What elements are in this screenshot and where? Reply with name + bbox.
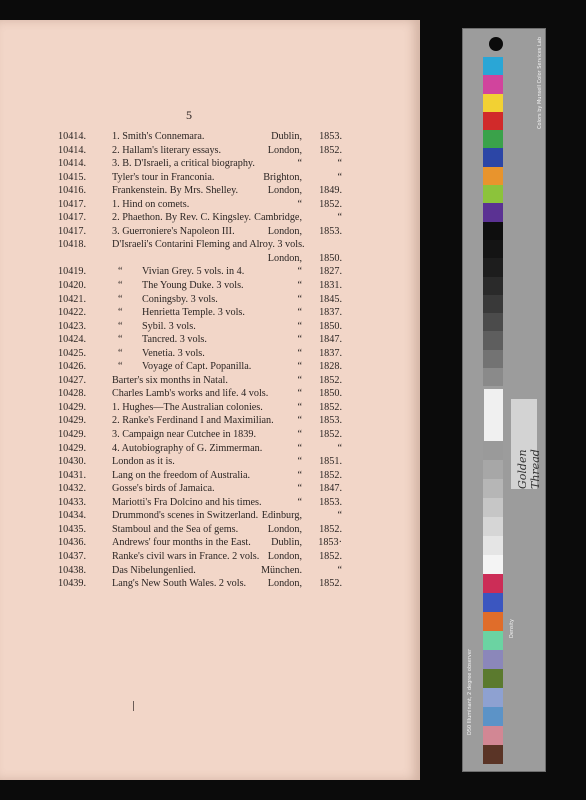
entry-title: Frankenstein. By Mrs. Shelley. (112, 185, 239, 197)
color-swatch (483, 669, 503, 688)
entry-number: 10432. (58, 483, 87, 495)
entry-year: “ (337, 442, 342, 454)
entry-number: 10415. (58, 171, 87, 183)
catalog-entry (58, 523, 342, 537)
entry-number: 10426. (58, 361, 87, 373)
book-page (0, 20, 420, 780)
catalog-entry (58, 306, 342, 320)
entry-year: 1850. (319, 320, 342, 332)
catalog-entry (58, 225, 342, 239)
color-swatch (483, 295, 503, 313)
entry-year: 1837. (319, 307, 342, 319)
pencil-mark (133, 701, 134, 711)
entry-year: 1852. (319, 523, 342, 535)
entry-ditto: “ (118, 334, 123, 346)
entry-title: Drummond's scenes in Switzerland. (112, 510, 259, 522)
entry-place: “ (297, 401, 302, 413)
entry-place: Brighton, (263, 171, 302, 183)
entry-place: München. (260, 564, 302, 576)
color-swatch (483, 185, 503, 203)
brand-label (511, 399, 542, 489)
color-swatch (483, 460, 503, 479)
color-swatch (483, 148, 503, 166)
entry-place: London, (267, 523, 302, 535)
entry-place: “ (297, 456, 302, 468)
entry-place: London, (267, 225, 302, 237)
entry-number: 10431. (58, 469, 87, 481)
entry-title: Gosse's birds of Jamaica. (112, 483, 215, 495)
color-swatch (483, 479, 503, 498)
entry-year: 1852. (319, 429, 342, 441)
entry-place: “ (297, 158, 302, 170)
entry-title: 1. Hind on comets. (112, 198, 190, 210)
color-swatch (483, 688, 503, 707)
entry-year: “ (337, 158, 342, 170)
color-swatches-top (483, 57, 503, 386)
color-swatch (483, 240, 503, 258)
entry-ditto: “ (118, 293, 123, 305)
entry-year: 1852. (319, 578, 342, 590)
entry-ditto: “ (118, 280, 123, 292)
entry-title: Lang on the freedom of Australia. (112, 469, 251, 481)
entry-year: 1849. (319, 185, 342, 197)
catalog-entry (58, 211, 342, 225)
color-swatch (483, 745, 503, 764)
color-swatch (483, 517, 503, 536)
page-number: 5 (186, 108, 192, 122)
entry-title: Venetia. 3 vols. (142, 347, 205, 359)
entry-number: 10425. (58, 347, 87, 359)
entry-place: “ (297, 496, 302, 508)
entry-number: 10427. (58, 374, 87, 386)
entry-title: Das Nibelungenlied. (112, 564, 196, 576)
entry-number: 10414. (58, 131, 87, 142)
entry-number: 10424. (58, 334, 87, 346)
entry-year: 1852. (319, 469, 342, 481)
catalog-entry (58, 414, 342, 428)
catalog-entry (58, 265, 342, 279)
entry-place: “ (297, 293, 302, 305)
color-swatch (483, 112, 503, 130)
color-swatch (483, 203, 503, 221)
color-swatch (483, 94, 503, 112)
color-swatch (483, 277, 503, 295)
color-calibration-card (462, 28, 546, 772)
entry-ditto: “ (118, 266, 123, 278)
entry-place: Cambridge, (254, 212, 302, 224)
entry-year: 1852. (319, 198, 342, 210)
entry-year: 1847. (319, 334, 342, 346)
entry-number: 10436. (58, 537, 87, 549)
entry-number: 10429. (58, 442, 87, 454)
entry-number: 10416. (58, 185, 87, 197)
footer-text: D50 Illuminant, 2 degree observer (467, 649, 473, 735)
entry-place: “ (297, 334, 302, 346)
entry-number: 10438. (58, 564, 87, 576)
catalog-entries (58, 130, 342, 591)
entry-place: London, (267, 252, 302, 264)
entry-place: “ (297, 483, 302, 495)
entry-title: Stamboul and the Sea of gems. (112, 523, 239, 535)
entry-title: 3. B. D'Israeli, a critical biography. (112, 158, 255, 170)
entry-year: 1845. (319, 293, 342, 305)
color-swatch (483, 498, 503, 517)
color-swatch (483, 707, 503, 726)
color-swatch (483, 258, 503, 276)
color-swatch (483, 555, 503, 574)
entry-title: 1. Hughes—The Australian colonies. (112, 401, 263, 413)
entry-year: “ (337, 171, 342, 183)
entry-place: “ (297, 280, 302, 292)
color-swatch (483, 313, 503, 331)
entry-title: D'Israeli's Contarini Fleming and Alroy. 3 vols. (112, 239, 305, 251)
catalog-entry (58, 455, 342, 469)
catalog-entry (58, 198, 342, 212)
catalog-entry (58, 238, 342, 252)
entry-title: London as it is. (112, 456, 175, 468)
catalog-entry (58, 401, 342, 415)
catalog-entry (58, 279, 342, 293)
entry-title: Ranke's civil wars in France. 2 vols. (112, 550, 260, 562)
color-swatch (483, 574, 503, 593)
entry-year: 1828. (319, 361, 342, 373)
entry-title: 2. Ranke's Ferdinand I and Maximilian. (112, 415, 274, 427)
catalog-entry (58, 130, 342, 144)
entry-number: 10417. (58, 198, 87, 210)
entry-year: “ (337, 510, 342, 522)
entry-number: 10417. (58, 225, 87, 237)
entry-title: Andrews' four months in the East. (112, 537, 251, 549)
entry-title: Charles Lamb's works and life. 4 vols. (112, 388, 269, 400)
entry-title: 3. Guerroniere's Napoleon III. (112, 225, 235, 237)
entry-place: “ (297, 429, 302, 441)
entry-year: 1853· (318, 537, 342, 549)
brand-text: Golden Thread (516, 449, 542, 489)
entry-year: 1847. (319, 483, 342, 495)
entry-title: 2. Phaethon. By Rev. C. Kingsley. (112, 212, 252, 224)
entry-year: 1852. (319, 550, 342, 562)
entry-ditto: “ (118, 361, 123, 373)
entry-title: Barter's six months in Natal. (112, 374, 228, 386)
entry-ditto: “ (118, 347, 123, 359)
catalog-entry (58, 564, 342, 578)
entry-place: “ (297, 469, 302, 481)
entry-place: London, (267, 550, 302, 562)
entry-title: 4. Autobiography of G. Zimmerman. (112, 442, 263, 454)
entry-place: Dublin, (271, 537, 302, 549)
color-swatch (483, 631, 503, 650)
catalog-entry (58, 144, 342, 158)
entry-title: Vivian Grey. 5 vols. in 4. (142, 266, 245, 278)
color-swatch (483, 612, 503, 631)
catalog-entry (58, 509, 342, 523)
entry-place: London, (267, 144, 302, 156)
catalog-entry (58, 333, 342, 347)
entry-title: Tyler's tour in Franconia. (112, 171, 215, 183)
entry-place: “ (297, 361, 302, 373)
entry-number: 10423. (58, 320, 87, 332)
entry-title: Tancred. 3 vols. (142, 334, 207, 346)
color-swatch (483, 536, 503, 555)
entry-year: 1853. (319, 225, 342, 237)
entry-title: Lang's New South Wales. 2 vols. (112, 578, 247, 590)
catalog-entry (58, 536, 342, 550)
color-swatch (483, 167, 503, 185)
maker-text: Colors by Munsell Color Services Lab (537, 37, 543, 130)
catalog-entry (58, 387, 342, 401)
entry-year: 1852. (319, 374, 342, 386)
entry-year: 1853. (319, 131, 342, 142)
entry-title: The Young Duke. 3 vols. (142, 280, 244, 292)
entry-year: 1850. (319, 252, 342, 264)
entry-place: “ (297, 198, 302, 210)
entry-place: “ (297, 347, 302, 359)
entry-number: 10437. (58, 550, 87, 562)
entry-year: 1852. (319, 144, 342, 156)
entry-place: Edinburg, (261, 510, 302, 522)
entry-year: “ (337, 564, 342, 576)
catalog-entry (58, 293, 342, 307)
entry-place: London, (267, 578, 302, 590)
punch-hole-icon (489, 37, 503, 51)
entry-place: “ (297, 388, 302, 400)
catalog-entry (58, 320, 342, 334)
entry-number: 10429. (58, 429, 87, 441)
entry-number: 10435. (58, 523, 87, 535)
entry-number: 10414. (58, 158, 87, 170)
color-swatches-bottom (483, 441, 503, 764)
entry-number: 10430. (58, 456, 87, 468)
entry-number: 10414. (58, 144, 87, 156)
catalog-entry (58, 469, 342, 483)
catalog-entry (58, 577, 342, 591)
entry-number: 10421. (58, 293, 87, 305)
entry-place: “ (297, 374, 302, 386)
entry-place: “ (297, 415, 302, 427)
entry-number: 10434. (58, 510, 87, 522)
entry-title: 3. Campaign near Cutchee in 1839. (112, 429, 257, 441)
entry-number: 10433. (58, 496, 87, 508)
catalog-entry (58, 171, 342, 185)
entry-number: 10439. (58, 578, 87, 590)
entry-year: 1851. (319, 456, 342, 468)
catalog-entry (58, 347, 342, 361)
entry-ditto: “ (118, 307, 123, 319)
entry-year: 1853. (319, 496, 342, 508)
entry-year: 1827. (319, 266, 342, 278)
catalog-entry (58, 428, 342, 442)
entry-place: “ (297, 266, 302, 278)
color-swatch (483, 130, 503, 148)
color-swatch (483, 331, 503, 349)
catalog-entry (58, 496, 342, 510)
entry-year: “ (337, 212, 342, 224)
catalog-entry (58, 360, 342, 374)
color-swatch (483, 593, 503, 612)
density-label: Density (509, 619, 515, 639)
entry-ditto: “ (118, 320, 123, 332)
entry-number: 10429. (58, 401, 87, 413)
entry-title: 2. Hallam's literary essays. (112, 144, 222, 156)
entry-number: 10418. (58, 239, 87, 251)
entry-year: 1850. (319, 388, 342, 400)
entry-year: 1852. (319, 401, 342, 413)
color-swatch (483, 650, 503, 669)
entry-place: “ (297, 307, 302, 319)
catalog-entry (58, 252, 342, 266)
entry-number: 10419. (58, 266, 87, 278)
entry-place: Dublin, (271, 131, 302, 142)
color-swatch (483, 726, 503, 745)
entry-number: 10417. (58, 212, 87, 224)
entry-title: 1. Smith's Connemara. (112, 131, 205, 142)
entry-place: “ (297, 320, 302, 332)
color-swatch (483, 222, 503, 240)
catalog-entry (58, 442, 342, 456)
entry-year: 1853. (319, 415, 342, 427)
entry-number: 10428. (58, 388, 87, 400)
entry-title: Voyage of Capt. Popanilla. (142, 361, 252, 373)
entry-place: “ (297, 442, 302, 454)
catalog-entry (58, 482, 342, 496)
entry-number: 10429. (58, 415, 87, 427)
entry-year: 1831. (319, 280, 342, 292)
color-swatch (483, 350, 503, 368)
entry-title: Sybil. 3 vols. (142, 320, 196, 332)
color-swatch (483, 75, 503, 93)
color-swatch (483, 441, 503, 460)
catalog-entry (58, 184, 342, 198)
catalog-entry (58, 550, 342, 564)
entry-title: Henrietta Temple. 3 vols. (142, 307, 245, 319)
catalog-entry (58, 374, 342, 388)
entry-number: 10420. (58, 280, 87, 292)
catalog-entry (58, 157, 342, 171)
entry-place: London, (267, 185, 302, 197)
color-swatch (483, 57, 503, 75)
entry-number: 10422. (58, 307, 87, 319)
color-swatch (483, 368, 503, 386)
entry-title: Mariotti's Fra Dolcino and his times. (112, 496, 262, 508)
entry-year: 1837. (319, 347, 342, 359)
entry-title: Coningsby. 3 vols. (142, 293, 218, 305)
